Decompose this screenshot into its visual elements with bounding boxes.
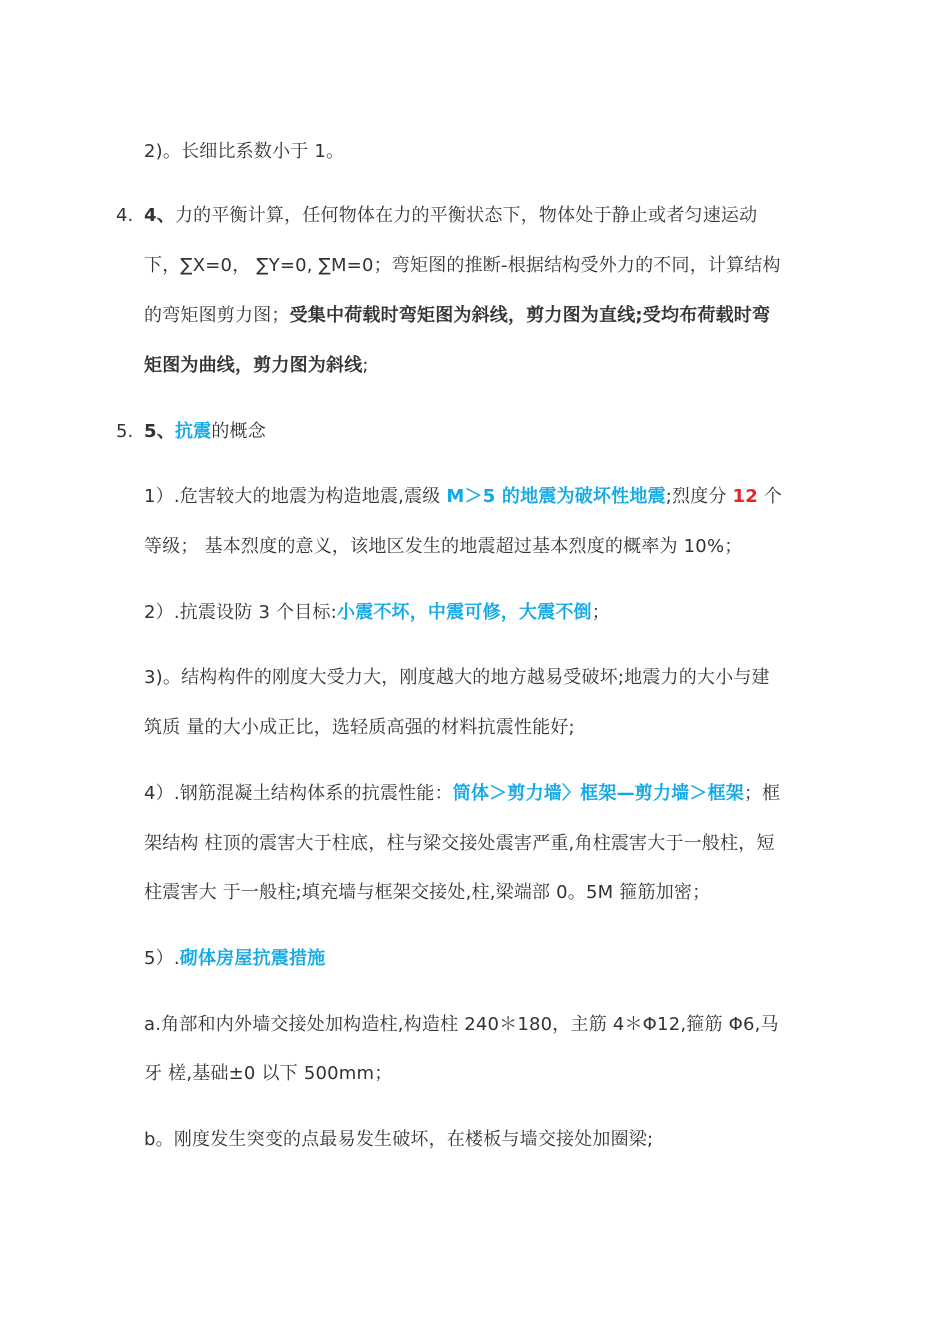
paragraph-slenderness: 2)。长细比系数小于 1。 xyxy=(144,141,345,162)
sub3-line1: 3)。结构构件的刚度大受力大，刚度越大的地方越易受破坏;地震力的大小与建 xyxy=(144,667,770,688)
sub1-line2: 等级； 基本烈度的意义，该地区发生的地震超过基本烈度的概率为 10%； xyxy=(144,536,743,557)
sub4-line2: 架结构 柱顶的震害大于柱底，柱与梁交接处震害严重,角柱震害大于一般柱，短 xyxy=(144,833,775,854)
item4-line4: 矩图为曲线，剪力图为斜线; xyxy=(144,355,369,376)
sub2-line: 2）.抗震设防 3 个目标:小震不坏，中震可修，大震不倒； xyxy=(144,602,610,623)
point-b-line1: b。刚度发生突变的点最易发生破坏，在楼板与墙交接处加圈梁; xyxy=(144,1129,654,1150)
item4-line3: 的弯矩图剪力图；受集中荷载时弯矩图为斜线，剪力图为直线;受均布荷载时弯 xyxy=(144,305,771,326)
list-number-5: 5. xyxy=(116,421,134,442)
sub4-line3: 柱震害大 于一般柱;填充墙与框架交接处,柱,梁端部 0。5M 箍筋加密； xyxy=(144,882,711,903)
sub5-heading: 5）.砌体房屋抗震措施 xyxy=(144,948,326,969)
point-a-line2: 牙 槎,基础±0 以下 500mm； xyxy=(144,1063,393,1084)
item4-line1: 4、力的平衡计算，任何物体在力的平衡状态下，物体处于静止或者匀速运动 xyxy=(144,205,758,226)
sub1-line1: 1）.危害较大的地震为构造地震,震级 M＞5 的地震为破坏性地震;烈度分 12 个 xyxy=(144,486,783,507)
sub4-line1: 4）.钢筋混凝土结构体系的抗震性能：筒体＞剪力墙〉框架—剪力墙＞框架；框 xyxy=(144,783,781,804)
list-number-4: 4. xyxy=(116,205,134,226)
item5-heading: 5、抗震的概念 xyxy=(144,421,266,442)
sub3-line2: 筑质 量的大小成正比，选轻质高强的材料抗震性能好; xyxy=(144,717,575,738)
point-a-line1: a.角部和内外墙交接处加构造柱,构造柱 240＊180，主筋 4＊Φ12,箍筋 Φ6,马 xyxy=(144,1014,779,1035)
item4-line2: 下，∑X=0， ∑Y=0, ∑M=0；弯矩图的推断-根据结构受外力的不同，计算结构 xyxy=(144,255,781,276)
